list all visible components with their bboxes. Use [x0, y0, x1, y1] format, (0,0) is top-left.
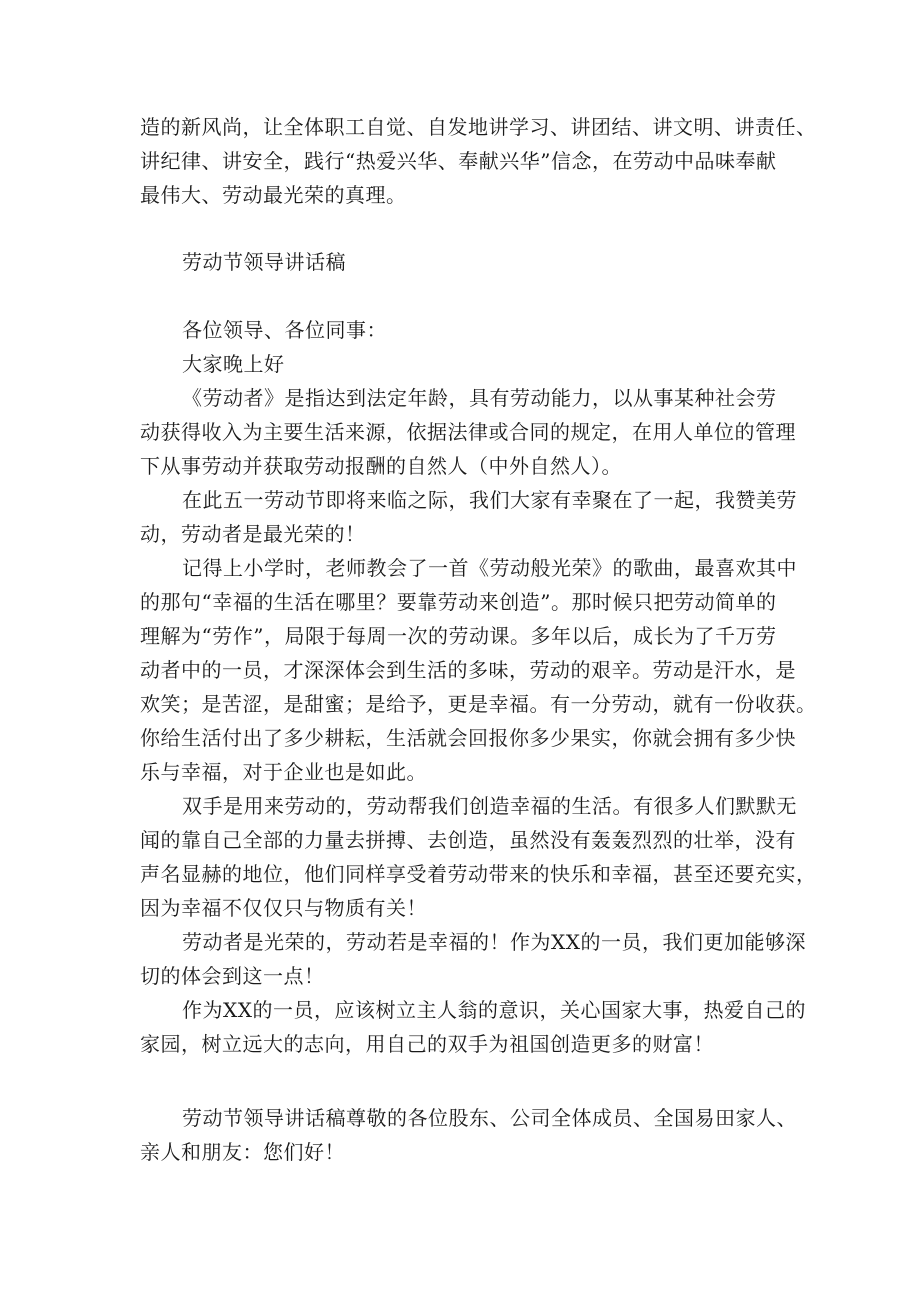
salutation-text: 各位领导、各位同事：	[182, 318, 387, 342]
text-line: 乐与幸福，对于企业也是如此。	[140, 760, 427, 784]
text-line: 《劳动者》是指达到法定年龄，具有劳动能力，以从事某种社会劳	[182, 386, 777, 410]
text-line: 讲纪律、讲安全，践行“热爱兴华、奉献兴华”信念，在劳动中品味奉献	[140, 149, 777, 173]
paragraph-glory	[140, 925, 806, 993]
speech-title	[182, 245, 346, 279]
text-line: 作为XX的一员，应该树立主人翁的意识，关心国家大事，热爱自己的	[182, 998, 806, 1022]
text-line: 在此五一劳动节即将来临之际，我们大家有幸聚在了一起，我赞美劳	[182, 488, 797, 512]
text-line: 的那句“幸福的生活在哪里？要靠劳动来创造”。那时候只把劳动简单的	[140, 590, 777, 614]
text-line: 劳动者是光荣的，劳动若是幸福的！作为XX的一员，我们更加能够深	[182, 930, 806, 954]
text-line: 记得上小学时，老师教会了一首《劳动般光荣》的歌曲，最喜欢其中	[182, 556, 797, 580]
text-line: 造的新风尚，让全体职工自觉、自发地讲学习、讲团结、讲文明、讲责任、	[140, 115, 817, 139]
text-line: 下从事劳动并获取劳动报酬的自然人（中外自然人）。	[140, 454, 622, 478]
text-line: 闻的靠自己全部的力量去拼搏、去创造，虽然没有轰轰烈烈的壮举，没有	[140, 828, 796, 852]
text-line: 最伟大、劳动最光荣的真理。	[140, 183, 407, 207]
text-line: 动者中的一员，才深深体会到生活的多味，劳动的艰辛。劳动是汗水，是	[140, 658, 796, 682]
text-line: 动获得收入为主要生活来源，依据法律或合同的规定，在用人单位的管理	[140, 420, 796, 444]
salutation	[182, 313, 387, 381]
intro-paragraph	[140, 110, 817, 212]
text-line: 切的体会到这一点！	[140, 964, 325, 988]
text-line: 因为幸福不仅仅只与物质有关！	[140, 896, 427, 920]
text-line: 亲人和朋友：您们好！	[140, 1140, 345, 1164]
text-line: 你给生活付出了多少耕耘，生活就会回报你多少果实，你就会拥有多少快	[140, 726, 796, 750]
text-line: 劳动节领导讲话稿尊敬的各位股东、公司全体成员、全国易田家人、	[182, 1106, 797, 1130]
greeting-text: 大家晚上好	[182, 352, 285, 376]
text-line: 双手是用来劳动的，劳动帮我们创造幸福的生活。有很多人们默默无	[182, 794, 797, 818]
paragraph-hands	[140, 789, 817, 925]
text-line: 动，劳动者是最光荣的！	[140, 522, 366, 546]
text-line: 欢笑；是苦涩，是甜蜜；是给予，更是幸福。有一分劳动，就有一份收获。	[140, 692, 817, 716]
title-text: 劳动节领导讲话稿	[182, 250, 346, 274]
text-line: 家园，树立远大的志向，用自己的双手为祖国创造更多的财富！	[140, 1032, 714, 1056]
paragraph-second-speech	[140, 1101, 797, 1169]
paragraph-memory	[140, 551, 817, 789]
text-line: 理解为“劳作”，局限于每周一次的劳动课。多年以后，成长为了千万劳	[140, 624, 777, 648]
paragraph-definition	[140, 381, 796, 483]
paragraph-may-day	[140, 483, 797, 551]
paragraph-member	[140, 993, 806, 1061]
text-line: 声名显赫的地位，他们同样享受着劳动带来的快乐和幸福，甚至还要充实，	[140, 862, 817, 886]
